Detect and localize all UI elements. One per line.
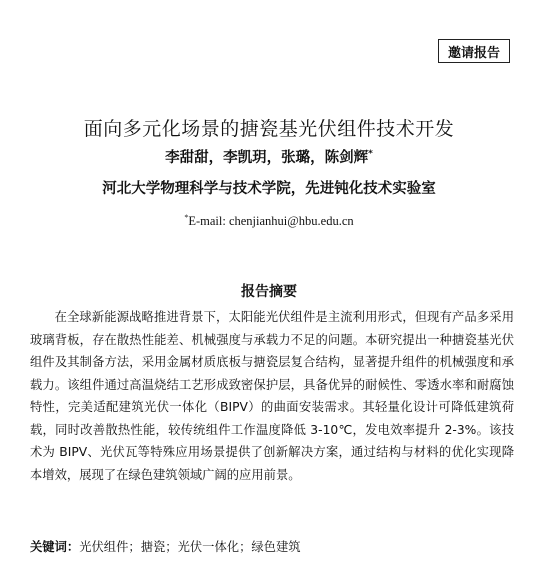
invited-report-badge: 邀请报告 [438,39,510,63]
contact-email [0,213,538,229]
paper-title: 面向多元化场景的搪瓷基光伏组件技术开发 [83,118,455,140]
email-mark: * [184,213,189,222]
affiliation: 河北大学物理科学与技术学院，先进钝化技术实验室 [102,181,436,197]
author-names: 李甜甜，李凯玥，张璐，陈剑辉 [165,150,369,166]
author-list [0,146,538,167]
corresponding-author-mark: * [368,149,373,160]
abstract-body: 在全球新能源战略推进背景下，太阳能光伏组件是主流利用形式，但现有产品多采用玻璃背板，存在散热性能差、机械强度与承载力不足的问题。本研究提出一种搪瓷基光伏组件及其制备方法，采用金属材质底板与搪瓷层复合结构，显著提升组件的机械强度和承载力。该组件通过高温烧结工艺形成致密保护层，具备优异的耐候性、零透水率和耐腐蚀特性，完美适配建筑光伏一体化（BIPV）的曲面安装需求。其轻量化设计可降低建筑荷载，同时改善散热性能，较传统组件工作温度降低 3-10℃，发电效率提升 2-3%。该技术为 BIPV、光伏瓦等特殊应用场景提供了创新解决方案，通过结构与材料的优化实现降本增效，展现了在绿色建筑领域广阔的应用前景。 [30,310,514,482]
keywords-list: 光伏组件；搪瓷；光伏一体化；绿色建筑 [79,540,301,554]
abstract-heading: 报告摘要 [241,284,297,300]
keywords-line [30,537,514,555]
keywords-label: 关键词： [30,540,80,554]
email-text: E-mail: chenjianhui@hbu.edu.cn [188,214,354,229]
